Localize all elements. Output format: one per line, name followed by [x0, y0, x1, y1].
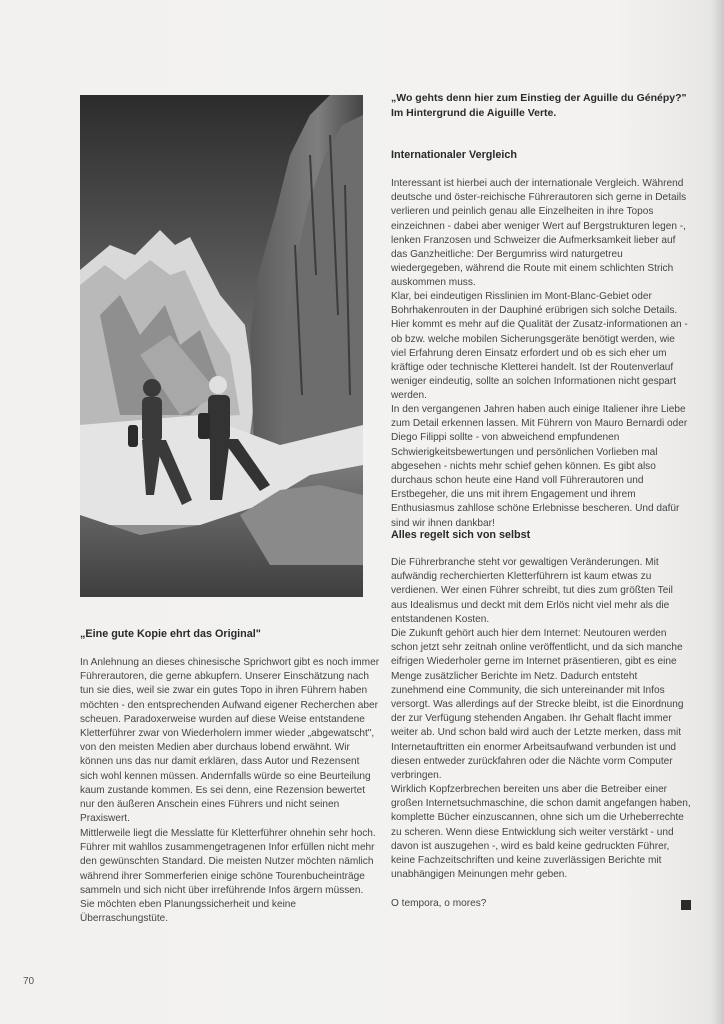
paragraph-right-4: Die Führerbranche steht vor gewaltigen Veränderungen. Mit aufwändig recherchierten Kletterführern ist kaum etwas zu verdienen. Wer einen Führer schreibt, tut dies zum größten Teil aus Idealismus und deckt mit dem Erlös nicht viel mehr als die entstandenen Kosten. [391, 557, 673, 625]
paragraph-right-3: In den vergangenen Jahren haben auch einige Italiener ihre Liebe zum Detail erkennen lassen. Mit Führern von Mauro Bernardi oder Diego Filippi sollte - von abweichend empfundenen Schwierigkeitsbewertungen und persönlichen Vorlieben mal abgesehen - nichts mehr schief gehen können. Es gibt also durchaus schon heute eine Hand voll Führerautoren und Erstbegeher, die uns mit ihrem Engagement und ihrem Enthusiasmus zahllose schöne Erlebnisse bescheren. Und dafür sind wir ihnen dankbar! [391, 404, 688, 529]
caption-line-2: Im Hintergrund die Aiguille Verte. [391, 107, 557, 119]
paragraph-left-1: In Anlehnung an dieses chinesische Sprichwort gibt es noch immer Führerautoren, die gerne abkupfern. Unserer Einschätzung nach tun sie dies, weil sie zwar ein gutes Topo in ihren Führern haben möchten - den entsprechenden Aufwand eigener Recherchen aber scheuen. Paradoxerweise wurden auf diese Weise entstandene Kletterführer zwar von Wiederholern immer wieder „abgewatscht", von den meisten Medien aber durchaus lobend erwähnt. Wir können uns das nur damit erklären, dass Autor und Rezensent sich wohl kennen müssen. Andernfalls würde so eine Beurteilung kaum zustande kommen. Es sei denn, eine Rezension bewertet nur den äußeren Anschein eines Führers und nicht seinen Praxiswert. [80, 657, 380, 825]
section-heading-selbst: Alles regelt sich von selbst [391, 529, 531, 541]
paragraph-right-2: Klar, bei eindeutigen Risslinien im Mont-Blanc-Gebiet oder Bohrhakenrouten in der Dauphiné erübrigen sich solche Details. Hier kommt es mehr auf die Qualität der Zusatz-informationen an - ob bzw. welche mobilen Sicherungsgeräte benötigt werden, wie viel Erfahrung deren Einsatz erfordert und ob es sich eher um kräftige oder technische Kletterei handelt. Ist der Routenverlauf weniger eindeutig, sollte an solchen Informationen nicht gespart werden. [391, 291, 688, 402]
paragraph-right-7: O tempora, o mores? [391, 898, 487, 909]
paragraph-right-6: Wirklich Kopfzerbrechen bereiten uns aber die Betreiber einer großen Internetsuchmaschine, die schon damit angefangen haben, komplette Bücher einzuscannen, ohne sich um die Urheberrechte zu scheren. Wenn diese Entwicklung sich weiter verstärkt - und davon ist auszugehen -, wird es bald keine gedruckten Führer, keine Fachzeitschriften und keine zuverlässigen Berichte mit unabhängigen Meinungen mehr geben. [391, 784, 691, 881]
section-heading-vergleich: Internationaler Vergleich [391, 149, 518, 161]
page-number: 70 [23, 976, 35, 987]
climbers-photo [80, 95, 363, 597]
paragraph-right-5: Die Zukunft gehört auch hier dem Internet: Neutouren werden schon jetzt sehr zeitnah online veröffentlicht, und da sich manche eifrigen Wiederholer gerne im Internet präsentieren, gibt es eine Menge zusätzlicher Berichte im Netz. Dadurch entsteht zunehmend eine Community, die sich untereinander mit Infos versorgt. Was allerdings auf der Strecke bleibt, ist die Einordnung der zur Verfügung stehenden Angaben. Ihr Gehalt flacht immer weiter ab. Und schon bald wird auch der Letzte merken, dass mit Internetauftritten ein enormer Arbeitsaufwand verbunden ist und diesen entweder zurückfahren oder die Nächte vorm Computer verbringen. [391, 628, 684, 782]
paragraph-right-1: Interessant ist hierbei auch der internationale Vergleich. Während deutsche und öster-reichische Führerautoren sich gerne in Details verlieren und peinlich genau alle Einzelheiten in ihre Topos einzeichnen - dabei aber weniger Wert auf Bergstrukturen legen -, lenken Franzosen und Schweizer die Aufmerksamkeit lieber auf das Ganzheitliche: Der Bergumriss wird naturgetreu wiedergegeben, während die Route mit einem schlichten Strich auskommen muss. [391, 178, 687, 289]
caption-line-1: „Wo gehts denn hier zum Einstieg der Aguille du Génépy?" [391, 92, 687, 104]
end-of-article-mark [681, 900, 691, 910]
section-heading-original: „Eine gute Kopie ehrt das Original" [80, 628, 261, 640]
paragraph-left-2: Mittlerweile liegt die Messlatte für Kletterführer ohnehin sehr hoch. Führer mit wahllos zusammengetragenen Infor erfüllen nicht mehr den gewünschten Standard. Die meisten Nutzer möchten nämlich während ihrer Sommerferien einige schöne Tourenbucheinträge sammeln und sich nicht über irreführende Infos ärgern müssen. Sie möchten eben Planungssicherheit und keine Überraschungstüte. [80, 828, 376, 925]
photo-caption [391, 91, 691, 121]
